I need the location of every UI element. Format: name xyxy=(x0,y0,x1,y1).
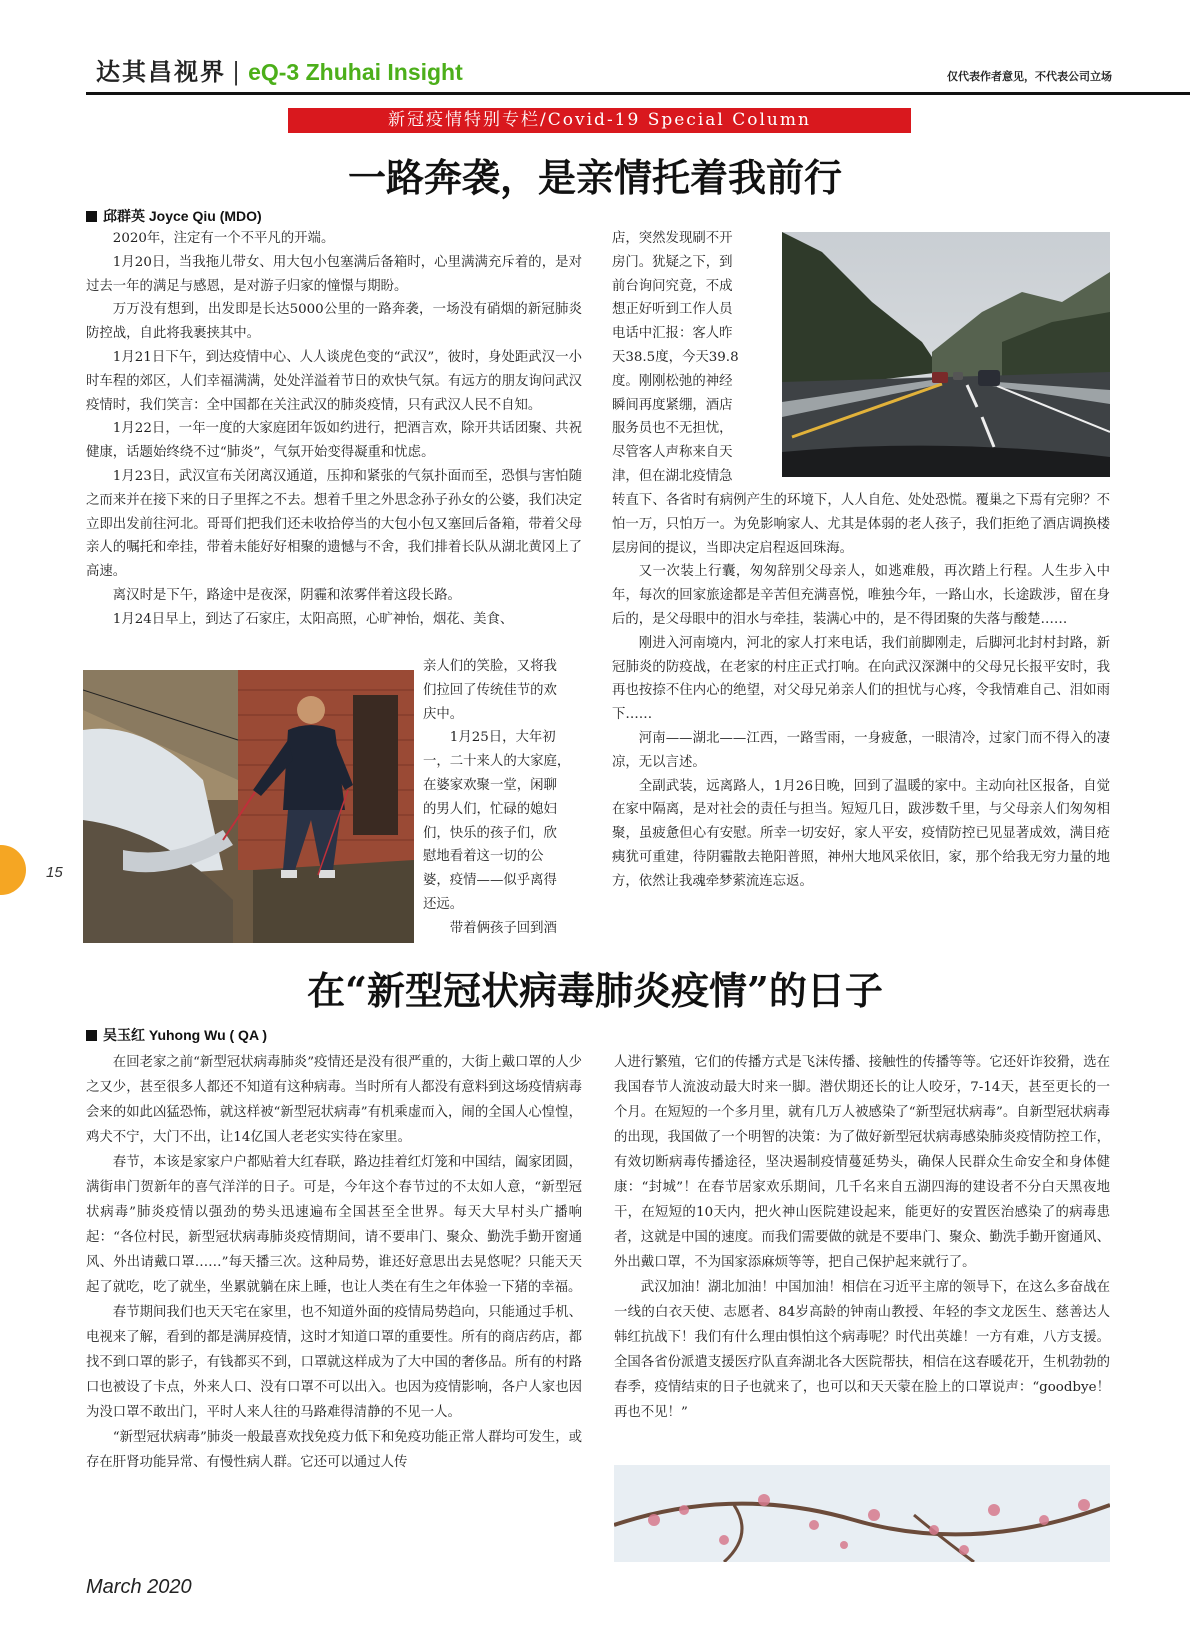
photo-firecrackers xyxy=(83,670,414,943)
brand-en: eQ-3 Zhuhai Insight xyxy=(248,59,463,85)
paragraph: 1月21日下午，到达疫情中心、人人谈虎色变的“武汉”，彼时，身处距武汉一小时车程的郊区，人们幸福满满，处处洋溢着节日的欢快气氛。有远方的朋友询问武汉疫情时，我们笑言：全中国都在关注武汉的肺炎疫情，只有武汉人民不自知。 xyxy=(86,349,582,413)
text-line: 店，突然发现刷不开 xyxy=(612,231,733,246)
column-banner: 新冠疫情特别专栏/Covid-19 Special Column xyxy=(288,108,911,133)
text-line: 慰地看着这一切的公 xyxy=(423,849,544,865)
paragraph: “新型冠状病毒”肺炎一般最喜欢找免疫力低下和免疫功能正常人群均可发生，或存在肝肾功能异常、有慢性病人群。它还可以通过人传 xyxy=(86,1430,582,1470)
article2-title: 在“新型冠状病毒肺炎疫情”的日子 xyxy=(307,968,883,1013)
text-line: 带着俩孩子回到酒 xyxy=(449,920,557,936)
article1-author-name: 邱群英 Joyce Qiu (MDO) xyxy=(103,208,262,224)
text-line: 一，二十来人的大家庭， xyxy=(423,754,571,770)
text-line: 天38.5度，今天39.8 xyxy=(612,349,739,365)
text-line: 们拉回了传统佳节的欢 xyxy=(423,682,557,698)
paragraph: 全副武装，远离路人，1月26日晚，回到了温暖的家中。主动向社区报备，自觉在家中隔离，是对社会的责任与担当。短短几日，跋涉数千里，与父母亲人们匆匆相聚，虽疲惫但心有安慰。所幸一切安好，家人平安，疫情防控已见显著成效，满目疮痍犹可重建，待阴霾散去艳阳普照，神州大地风采依旧，家，那个给我无穷力量的地方，依然让我魂牵梦萦流连忘返。 xyxy=(612,778,1110,889)
article1-left-narrow xyxy=(423,655,584,941)
text-line: 津，但在湖北疫情急 xyxy=(612,468,733,484)
text-line: 们，快乐的孩子们，欣 xyxy=(423,825,557,841)
paragraph: 春节，本该是家家户户都贴着大红春联，路边挂着红灯笼和中国结，阖家团圆，满街串门贺新年的喜气洋洋的日子。可是，今年这个春节过的不太如人意，“新型冠状病毒”肺炎疫情以强劲的势头迅速遍布全国甚至全世界。每天大早村头广播响起：“各位村民，新型冠状病毒肺炎疫情期间，请不要串门、聚众、勤洗手勤开窗通风、外出请戴口罩……”每天播三次。这种局势，谁还好意思出去晃悠呢？只能天天起了就吃，吃了就坐，坐累就躺在床上睡，也让人类在有生之年体验一下猪的幸福。 xyxy=(86,1155,582,1295)
paragraph: 1月20日，当我拖儿带女、用大包小包塞满后备箱时，心里满满充斥着的，是对过去一年的满足与感恩，是对游子归家的憧憬与期盼。 xyxy=(86,254,582,294)
footer-date: March 2020 xyxy=(86,1576,192,1598)
header-divider xyxy=(86,92,1190,95)
paragraph: 1月22日，一年一度的大家庭团年饭如约进行，把酒言欢，除开共话团聚、共祝健康，话题始终绕不过“肺炎”，气氛开始变得凝重和忧虑。 xyxy=(86,421,582,461)
article2-right-column xyxy=(614,1050,1110,1425)
article1-right-column xyxy=(612,489,1110,894)
article2-left-column xyxy=(86,1050,582,1475)
article1-author xyxy=(86,206,262,226)
article2-author-name: 吴玉红 Yuhong Wu ( QA ) xyxy=(103,1027,268,1043)
paragraph: 万万没有想到，出发即是长达5000公里的一路奔袭，一场没有硝烟的新冠肺炎防控战，自此将我裹挟其中。 xyxy=(86,302,582,342)
paragraph: 又一次装上行囊，匆匆辞别父母亲人，如逃难般，再次踏上行程。人生步入中年，每次的回家旅途都是辛苦但充满喜悦，唯独今年，一路山水，长途跋涉，留在身后的，是父母眼中的泪水与牵挂，装满心中的，是不得团聚的失落与酸楚…… xyxy=(612,564,1110,627)
paragraph: 离汉时是下午，路途中是夜深，阴霾和浓雾伴着这段长路。 xyxy=(112,587,461,603)
page-number: 15 xyxy=(46,864,63,881)
photo-blossoms xyxy=(614,1465,1110,1562)
paragraph: 转直下、各省时有病例产生的环境下，人人自危、处处恐慌。覆巢之下焉有完卵？不怕一万，只怕万一。为免影响家人、尤其是体弱的老人孩子，我们拒绝了酒店调换楼层房间的提议，当即决定启程返回珠海。 xyxy=(612,493,1110,556)
paragraph: 河南——湖北——江西，一路雪雨，一身疲惫，一眼清冷，过家门而不得入的凄凉，无以言述。 xyxy=(612,730,1110,770)
text-line: 电话中汇报：客人昨 xyxy=(612,326,733,342)
article1-left-column xyxy=(86,227,582,632)
article1-right-narrow xyxy=(612,227,778,489)
photo-highway xyxy=(782,232,1110,477)
text-line: 的男人们，忙碌的媳妇 xyxy=(423,801,557,817)
text-line: 服务员也不无担忧， xyxy=(612,421,733,437)
paragraph: 1月24日早上，到达了石家庄，太阳高照，心旷神怡，烟花、美食、 xyxy=(112,611,514,627)
paragraph: 春节期间我们也天天宅在家里，也不知道外面的疫情局势趋向，只能通过手机、电视来了解，看到的都是满屏疫情，这时才知道口罩的重要性。所有的商店药店，都找不到口罩的影子，有钱都买不到，口罩就这样成为了大中国的奢侈品。所有的村路口也被设了卡点，外来人口、没有口罩不可以出入。也因为疫情影响，各户人家也因为没口罩不敢出门，平时人来人往的马路难得清静的不见一人。 xyxy=(86,1305,582,1420)
text-line: 前台询问究竟，不成 xyxy=(612,278,733,294)
paragraph: 人进行繁殖，它们的传播方式是飞沫传播、接触性的传播等等。它还奸诈狡猾，选在我国春节人流波动最大时来一脚。潜伏期还长的让人咬牙，7-14天，甚至更长的一个月。在短短的一个多月里，就有几万人被感染了“新型冠状病毒”。自新型冠状病毒的出现，我国做了一个明智的决策：为了做好新型冠状病毒感染肺炎疫情防控工作，有效切断病毒传播途径，坚决遏制疫情蔓延势头，确保人民群众生命安全和身体健康：“封城”！在春节居家欢乐期间，几千名来自五湖四海的建设者不分白天黑夜地干，在短短的10天内，把火神山医院建设起来，能更好的安置医治感染了的病毒患者，这就是中国的速度。而我们需要做的就是不要串门、聚众、勤洗手勤开窗通风、外出戴口罩，不为国家添麻烦等等，把自己保护起来就行了。 xyxy=(614,1055,1110,1270)
brand xyxy=(96,52,463,87)
text-line: 还远。 xyxy=(423,896,464,912)
paragraph: 在回老家之前“新型冠状病毒肺炎”疫情还是没有很严重的，大街上戴口罩的人少之又少，甚至很多人都还不知道有这种病毒。当时所有人都没有意料到这场疫情病毒会来的如此凶猛恐怖，就这样被“新型冠状病毒”有机乘虚而入，闹的全国人心惶惶，鸡犬不宁，大门不出，让14亿国人老老实实待在家里。 xyxy=(86,1055,582,1145)
disclaimer: 仅代表作者意见，不代表公司立场 xyxy=(947,70,1112,83)
brand-cn: 达其昌视界 xyxy=(96,57,226,86)
text-line: 在婆家欢聚一堂，闲聊 xyxy=(423,777,557,793)
text-line: 尽管客人声称来自天 xyxy=(612,445,733,461)
paragraph: 刚进入河南境内，河北的家人打来电话，我们前脚刚走，后脚河北封村封路，新冠肺炎的防疫战，在老家的村庄正式打响。在向武汉深渊中的父母兄长报平安时，我再也按捺不住内心的绝望，对父母兄弟亲人们的担忧与心疼，令我情难自己、泪如雨下…… xyxy=(612,635,1110,723)
text-line: 亲人们的笑脸，又将我 xyxy=(423,659,557,674)
article2-author xyxy=(86,1025,267,1045)
text-line: 1月25日，大年初 xyxy=(449,730,556,746)
article1-title: 一路奔袭，是亲情托着我前行 xyxy=(347,155,842,200)
text-line: 想正好听到工作人员 xyxy=(612,302,733,318)
text-line: 瞬间再度紧绷，酒店 xyxy=(612,397,733,413)
brand-separator: | xyxy=(232,58,243,86)
paragraph: 2020年，注定有一个不平凡的开端。 xyxy=(112,231,335,246)
text-line: 度。刚刚松弛的神经 xyxy=(612,373,733,389)
text-line: 庆中。 xyxy=(423,706,464,722)
page-tab xyxy=(0,845,26,895)
text-line: 婆，疫情——似乎离得 xyxy=(423,873,557,889)
text-line: 房门。犹疑之下，到 xyxy=(612,254,733,270)
paragraph: 武汉加油！湖北加油！中国加油！相信在习近平主席的领导下，在这么多奋战在一线的白衣天使、志愿者、84岁高龄的钟南山教授、年轻的李文龙医生、慈善达人韩红抗战下！我们有什么理由惧怕这个病毒呢？时代出英雄！一方有难，八方支援。全国各省份派遣支援医疗队直奔湖北各大医院帮扶，相信在这春暖花开，生机勃勃的春季，疫情结束的日子也就来了，也可以和天天蒙在脸上的口罩说声：“goodbye！再也不见！” xyxy=(614,1280,1110,1420)
paragraph: 1月23日，武汉宣布关闭离汉通道，压抑和紧张的气氛扑面而至，恐惧与害怕随之而来并在接下来的日子里挥之不去。想着千里之外思念孙子孙女的公婆，我们决定立即出发前往河北。哥哥们把我们还未收拾停当的大包小包又塞回后备箱，带着父母亲人的嘱托和牵挂，带着未能好好相聚的遗憾与不舍，我们排着长队从湖北黄冈上了高速。 xyxy=(86,468,582,580)
